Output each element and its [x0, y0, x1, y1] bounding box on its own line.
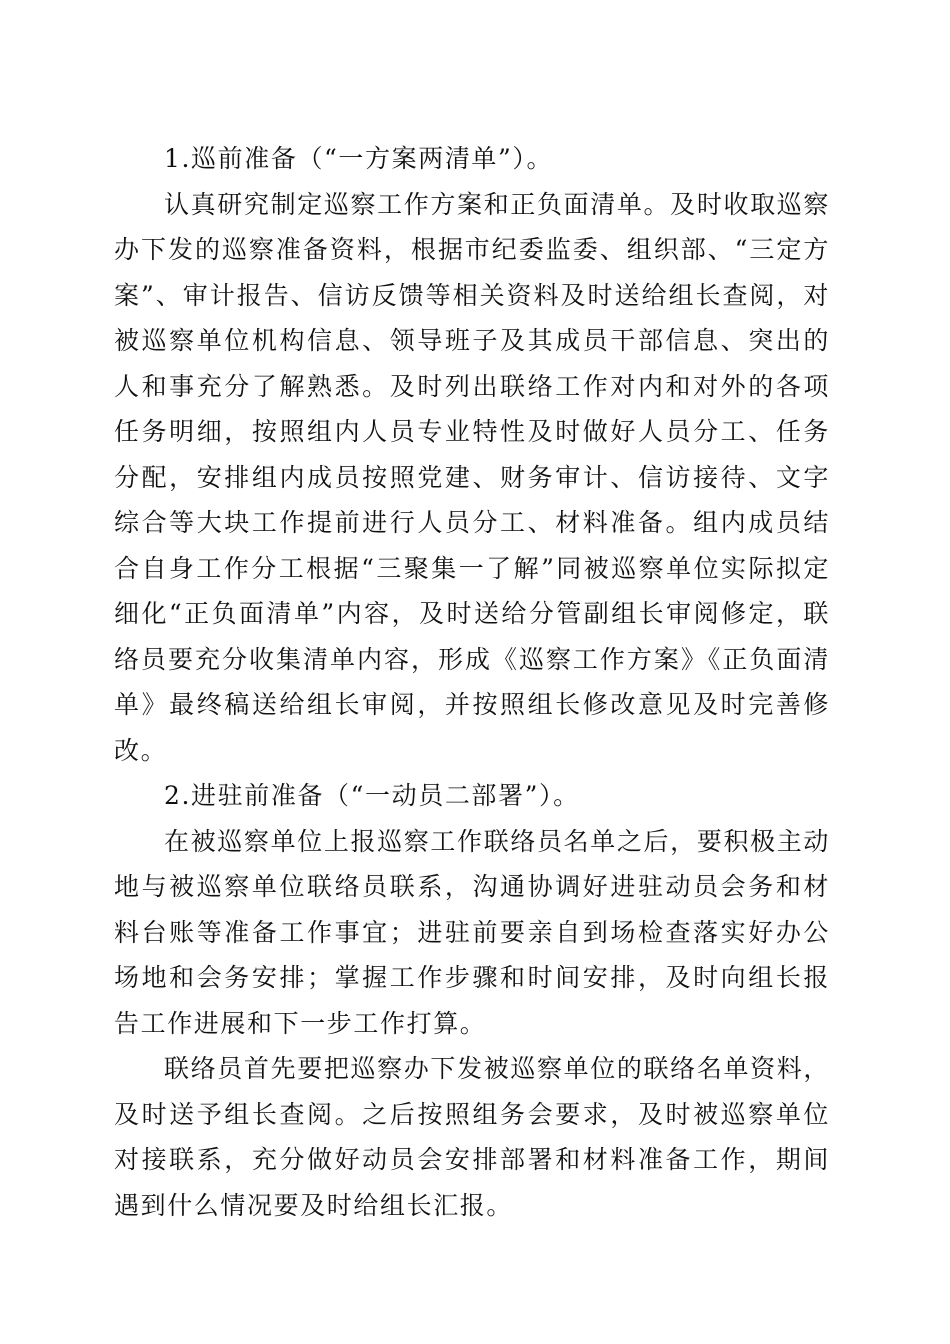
document-body: [114, 136, 830, 1228]
section-2-paragraph-1: 在被巡察单位上报巡察工作联络员名单之后，要积极主动地与被巡察单位联络员联系，沟通协调好进驻动员会务和材料台账等准备工作事宜；进驻前要亲自到场检查落实好办公场地和会务安排；掌握工作步骤和时间安排，及时向组长报告工作进展和下一步工作打算。: [114, 826, 830, 1038]
section-2-heading: 2.进驻前准备（“一动员二部署”）。: [164, 781, 580, 810]
section-1-heading: 1.巡前准备（“一方案两清单”）。: [164, 144, 554, 173]
section-1-paragraph-1: 认真研究制定巡察工作方案和正负面清单。及时收取巡察办下发的巡察准备资料，根据市纪委监委、组织部、“三定方案”、审计报告、信访反馈等相关资料及时送给组长查阅，对被巡察单位机构信息、领导班子及其成员干部信息、突出的人和事充分了解熟悉。及时列出联络工作对内和对外的各项任务明细，按照组内人员专业特性及时做好人员分工、任务分配，安排组内成员按照党建、财务审计、信访接待、文字综合等大块工作提前进行人员分工、材料准备。组内成员结合自身工作分工根据“三聚集一了解”同被巡察单位实际拟定细化“正负面清单”内容，及时送给分管副组长审阅修定，联络员要充分收集清单内容，形成《巡察工作方案》《正负面清单》最终稿送给组长审阅，并按照组长修改意见及时完善修改。: [114, 189, 830, 765]
section-2-paragraph-2: 联络员首先要把巡察办下发被巡察单位的联络名单资料，及时送予组长查阅。之后按照组务会要求，及时被巡察单位对接联系，充分做好动员会安排部署和材料准备工作，期间遇到什么情况要及时给组长汇报。: [114, 1054, 830, 1220]
